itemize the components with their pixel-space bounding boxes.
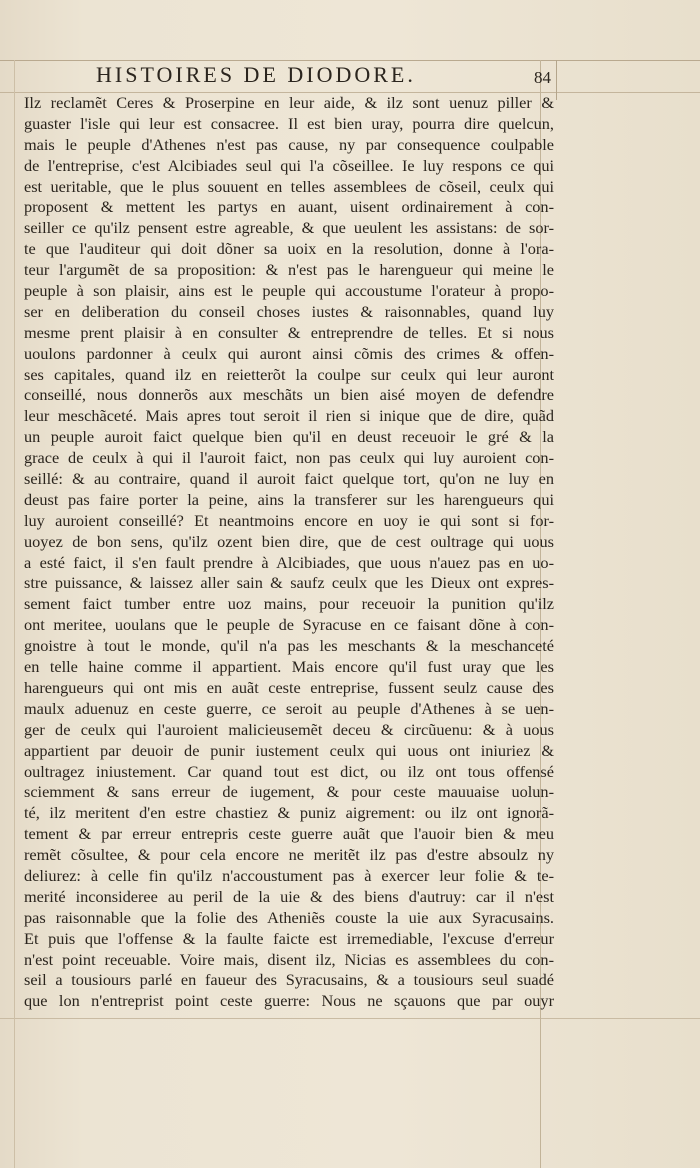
frame-rule-top — [0, 60, 700, 61]
text-line: leur meschãceté. Mais apres tout seroit il rien si inique que de dire, quãd — [24, 406, 554, 426]
text-line: Ilz reclamẽt Ceres & Proserpine en leur aide, & ilz sont uenuz piller & — [24, 93, 554, 112]
text-line: te que l'auditeur qui doit dõner sa uoix en la resolution, donne à l'ora- — [24, 239, 554, 259]
text-line: harengueurs qui ont mis en auãt ceste entreprise, fussent seulz cause des — [24, 677, 554, 697]
text-line: luy auroient conseillé? Et neantmoins encore en uoy ie qui sont si for- — [24, 510, 554, 530]
text-line: té, ilz meritent d'en estre chastiez & puniz aigrement: ou ilz ont ignorã- — [24, 803, 554, 823]
text-line: teur l'argumẽt de sa proposition: & n'est pas le harengueur qui meine le — [24, 260, 554, 280]
frame-rule-bottom — [0, 1018, 700, 1019]
text-line: un peuple auroit faict quelque bien qu'il en deust receuoir le gré & la — [24, 427, 554, 447]
text-line: merité inconsideree au peril de la uie & des biens d'autruy: car il n'est — [24, 886, 554, 906]
frame-rule-left — [14, 60, 15, 1168]
running-head: HISTOIRES DE DIODORE. — [96, 62, 416, 87]
text-line: oultragez iniustement. Car quand tout est dict, ou ilz ont tous offensé — [24, 761, 554, 781]
folio-number: 84 — [534, 68, 551, 87]
text-line: seiller ce qu'ilz pensent estre agreable, & que ueulent les assistans: de sor- — [24, 218, 554, 238]
text-line: conseillé, nous donnerõs aux meschãts un bien aisé moyen de defendre — [24, 385, 554, 405]
text-line: est ueritable, que le plus souuent en telles assemblees de cõseil, ceulx qui — [24, 176, 554, 196]
text-line: uoyez de bon sens, qu'ilz ozent bien dire, que de cest oultrage qui uous — [24, 531, 554, 551]
text-line: ger de ceulx qui l'auroient malicieusemẽt deceu & circũuenu: & à uous — [24, 719, 554, 739]
text-line: de l'entreprise, c'est Alcibiades seul qui l'a cõseillee. Ie luy respons ce qui — [24, 155, 554, 175]
text-line: Et puis que l'offense & la faulte faicte est irremediable, l'excuse d'erreur — [24, 928, 554, 948]
text-line: ser en deliberation du conseil choses iustes & raisonnables, quand luy — [24, 301, 554, 321]
text-line: ont meritee, uoulans que le peuple de Syracuse en ce faisant dõne à con- — [24, 615, 554, 635]
text-line: sement faict tumber entre uoz mains, pour receuoir la punition qu'ilz — [24, 594, 554, 614]
text-line: seillé: & au contraire, quand il auroit faict quelque tort, qu'on ne luy en — [24, 469, 554, 489]
text-line: uoulons pardonner à ceulx qui auront ainsi cõmis des crimes & offen- — [24, 343, 554, 363]
body-text — [24, 93, 554, 1012]
text-line: tement & par erreur entrepris ceste guerre auãt que l'auoir bien & meu — [24, 824, 554, 844]
text-line: gnoistre à tout le monde, qu'il n'a pas les meschants & la meschanceté — [24, 636, 554, 656]
text-line: en telle haine comme il appartient. Mais encore qu'il fust uray que les — [24, 657, 554, 677]
text-line: maulx aduenuz en ceste guerre, ce seroit au peuple d'Athenes à se uen- — [24, 698, 554, 718]
text-line: seil a tousiours parlé en faueur des Syracusains, & a tousiours seul suadé — [24, 970, 554, 990]
text-line: deust pas faire porter la peine, ains la transferer sur les harengueurs qui — [24, 489, 554, 509]
text-line: remẽt cõsultee, & pour cela encore ne meritẽt ilz pas d'estre absoulz ny — [24, 845, 554, 865]
text-line: n'est point receuable. Voire mais, disent ilz, Nicias es assemblees du con- — [24, 949, 554, 969]
text-line: stre puissance, & laissez aller sain & saufz ceulx que les Dieux ont expres- — [24, 573, 554, 593]
text-line: sciemment & sans erreur de iugement, & pour ceste mauuaise uolun- — [24, 782, 554, 802]
text-line: mais le peuple d'Athenes n'est pas cause, ny par consequence coulpable — [24, 134, 554, 154]
text-line: peuple à son plaisir, ains est le peuple qui accoustume l'orateur à propo- — [24, 281, 554, 301]
text-line: proposent & mettent les partys en auant, uisent ordinairement à con- — [24, 197, 554, 217]
text-line: guaster l'isle qui leur est consacree. Il est bien uray, pourra dire quelcun, — [24, 113, 554, 133]
text-line: ses capitales, quand ilz en reietterõt la coulpe sur ceulx qui leur auront — [24, 364, 554, 384]
frame-rule-right-outer — [556, 60, 557, 100]
text-line: pas raisonnable que la folie des Atheniẽs couste la uie aux Syracusains. — [24, 907, 554, 927]
text-line: deliurez: à celle fin qu'ilz n'accoustument pas à exercer leur folie & te- — [24, 865, 554, 885]
text-line: mesme prent plaisir à en consulter & entreprendre de telles. Et si nous — [24, 322, 554, 342]
text-line: que lon n'entreprist point ceste guerre: Nous ne sçauons que par ouyr — [24, 991, 554, 1011]
text-line: grace de ceulx à qui il l'auroit faict, non pas ceulx qui luy auroient con- — [24, 448, 554, 468]
text-line: appartient par deuoir de punir iustement ceulx qui uous ont iniuriez & — [24, 740, 554, 760]
text-line: a esté faict, il s'en fault prendre à Alcibiades, que uous n'auez pas en uo- — [24, 552, 554, 572]
